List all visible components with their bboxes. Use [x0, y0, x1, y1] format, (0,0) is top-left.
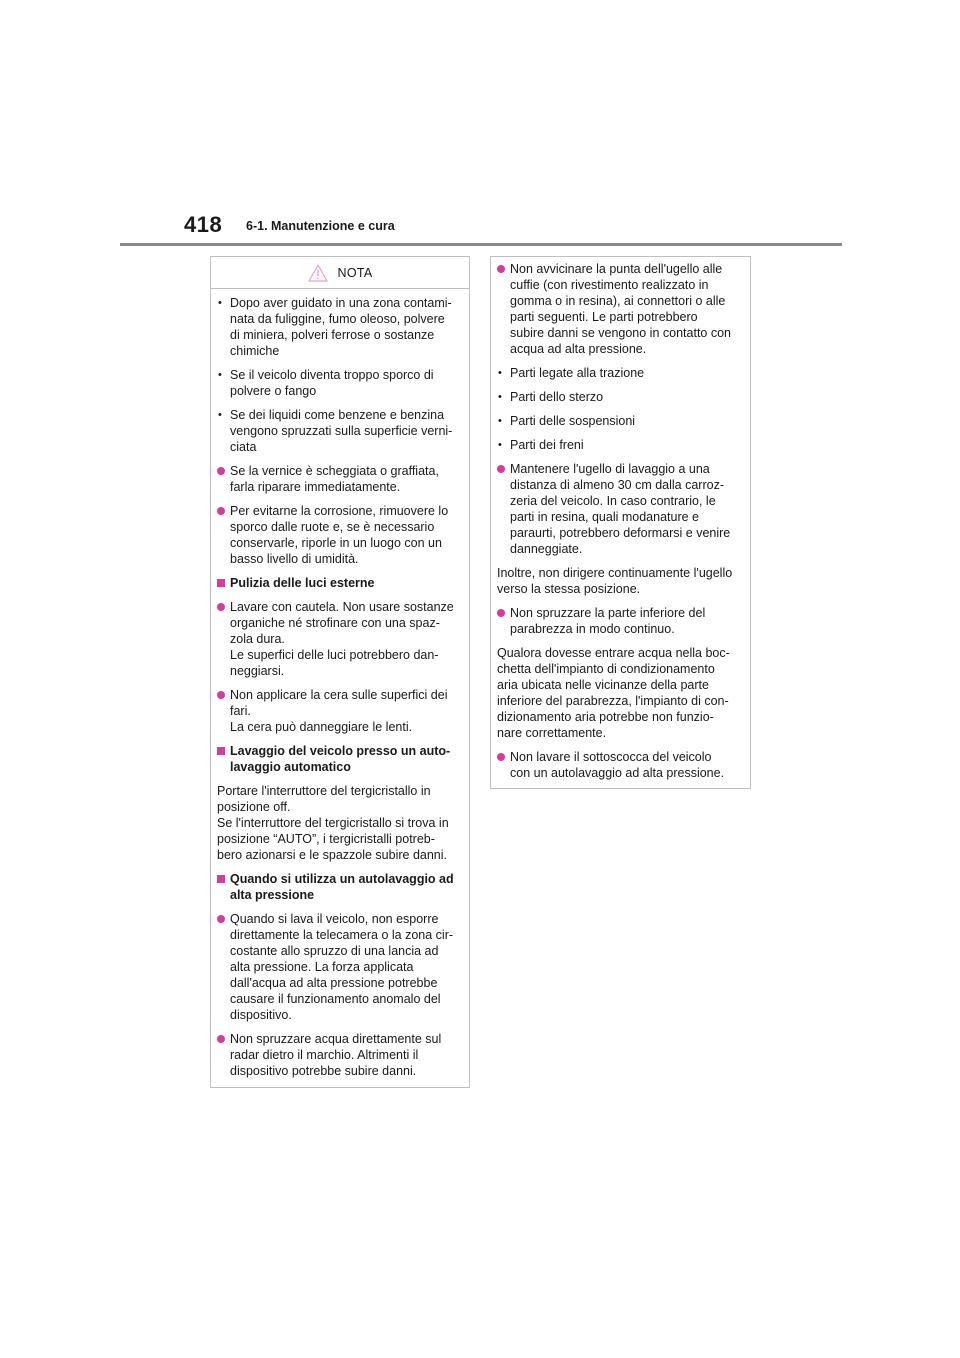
bullet-item: Mantenere l'ugello di lavaggio a una distanza di almeno 30 cm dalla carroz- zeria del veicolo. In caso contrario, le parti in resina, quali modanature e paraurti, potrebbero deformarsi e venire danneggiate. — [497, 461, 738, 557]
bullet-item: Non lavare il sottoscocca del veicolo con un autolavaggio ad alta pressione. — [497, 749, 738, 781]
section-title: 6-1. Manutenzione e cura — [246, 219, 395, 233]
bullet-item: Non spruzzare acqua direttamente sul radar dietro il marchio. Altrimenti il dispositivo potrebbe subire danni. — [217, 1031, 457, 1079]
section-heading: Lavaggio del veicolo presso un auto- lavaggio automatico — [217, 743, 457, 775]
paragraph: Qualora dovesse entrare acqua nella boc- chetta dell'impianto di condizionamento aria ubicata nelle vicinanze della parte inferiore del parabrezza, l'impianto di con- dizionamento aria potrebbe non funzio- nare correttamente. — [497, 646, 730, 740]
section-heading: Quando si utilizza un autolavaggio ad alta pressione — [217, 871, 457, 903]
sub-bullet-item: • Se dei liquidi come benzene e benzina vengono spruzzati sulla superficie verni- ciata — [217, 407, 457, 455]
paragraph: Portare l'interruttore del tergicristallo in posizione off. Se l'interruttore del tergicristallo si trova in posizione “AUTO”, i tergicristalli potreb- bero azionarsi e le spazzole subire danni. — [217, 784, 449, 862]
sub-bullet-item: • Dopo aver guidato in una zona contami- nata da fuliggine, fumo oleoso, polvere di miniera, polveri ferrose o sostanze chimiche — [217, 295, 457, 359]
bullet-item: Non avvicinare la punta dell'ugello alle cuffie (con rivestimento realizzato in gomma o in resina), ai connettori o alle parti seguenti. Le parti potrebbero subire danni se vengono in contatto con acqua ad alta pressione. — [497, 261, 738, 357]
nota-content — [217, 289, 457, 1079]
bullet-item: Per evitarne la corrosione, rimuovere lo sporco dalle ruote e, se è necessario conservarle, riporle in un luogo con un basso livello di umidità. — [217, 503, 457, 567]
page-number: 418 — [184, 212, 223, 237]
bullet-item: Non applicare la cera sulle superfici dei fari. La cera può danneggiare le lenti. — [217, 687, 457, 735]
continued-box — [490, 256, 751, 789]
nota-box — [210, 256, 470, 1088]
header-divider — [120, 243, 842, 246]
bullet-item: Quando si lava il veicolo, non esporre direttamente la telecamera o la zona cir- costante allo spruzzo di una lancia ad alta pressione. La forza applicata dall'acqua ad alta pressione potrebbe causare il funzionamento anomalo del dispositivo. — [217, 911, 457, 1023]
bullet-item: Lavare con cautela. Non usare sostanze organiche né strofinare con una spaz- zola dura. Le superfici delle luci potrebbero dan- neggiarsi. — [217, 599, 457, 679]
sub-bullet-item: • Parti dello sterzo — [497, 389, 738, 405]
sub-bullet-item: • Parti dei freni — [497, 437, 738, 453]
continued-content — [497, 261, 738, 781]
warning-triangle-icon — [308, 264, 328, 282]
nota-title: NOTA — [337, 265, 373, 280]
section-heading: Pulizia delle luci esterne — [217, 575, 457, 591]
bullet-item: Se la vernice è scheggiata o graffiata, farla riparare immediatamente. — [217, 463, 457, 495]
nota-header — [211, 257, 469, 289]
paragraph: Inoltre, non dirigere continuamente l'ugello verso la stessa posizione. — [497, 566, 733, 596]
bullet-item: Non spruzzare la parte inferiore del parabrezza in modo continuo. — [497, 605, 738, 637]
sub-bullet-item: • Parti legate alla trazione — [497, 365, 738, 381]
sub-bullet-item: • Se il veicolo diventa troppo sporco di polvere o fango — [217, 367, 457, 399]
sub-bullet-item: • Parti delle sospensioni — [497, 413, 738, 429]
